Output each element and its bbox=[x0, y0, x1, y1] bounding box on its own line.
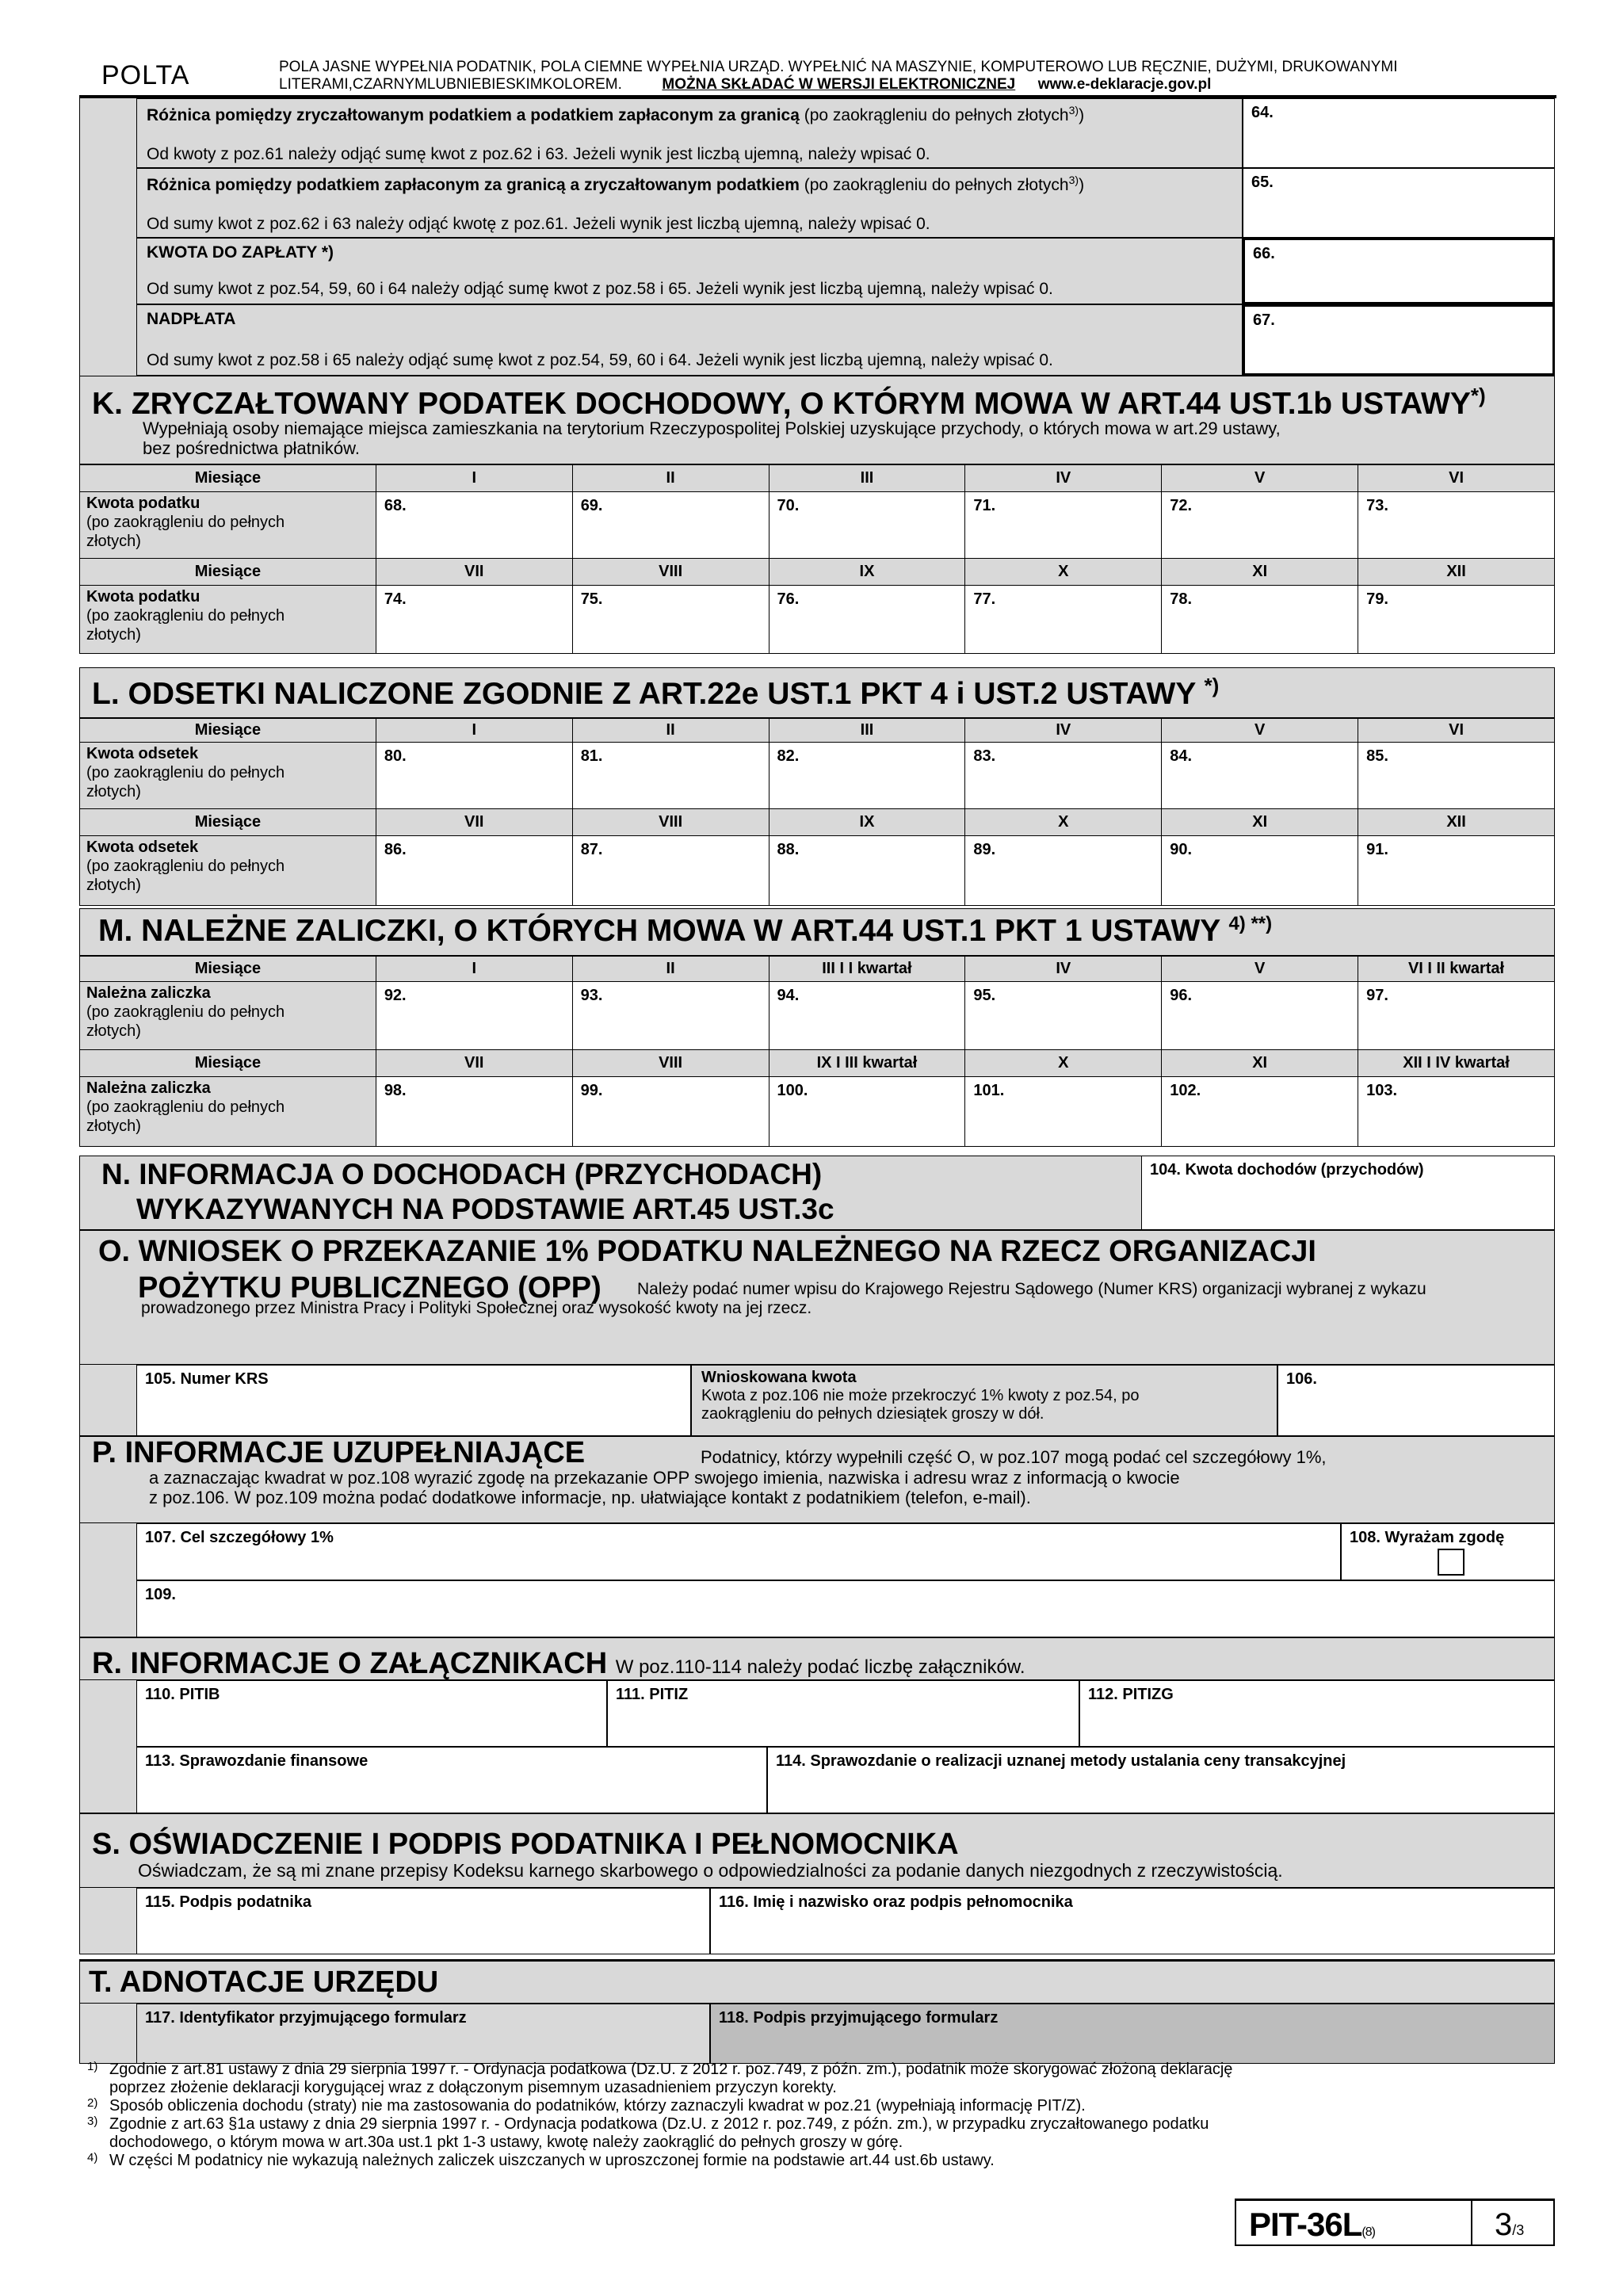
month-header: VII bbox=[376, 1050, 572, 1077]
header-note-electronic: MOŻNA SKŁADAĆ W WERSJI ELEKTRONICZNEJ bbox=[662, 76, 1016, 93]
row-label: Należna zaliczka (po zaokrągleniu do pełnych złotych) bbox=[80, 1077, 376, 1147]
row-label: Kwota odsetek (po zaokrągleniu do pełnych złotych) bbox=[80, 743, 376, 809]
field-70[interactable]: 70. bbox=[769, 492, 965, 559]
field-96[interactable]: 96. bbox=[1162, 982, 1358, 1050]
form-name: PIT-36L(8) bbox=[1249, 2206, 1375, 2243]
month-header: X bbox=[965, 809, 1162, 836]
field-112-pitizg[interactable]: 112. PITIZG bbox=[1079, 1680, 1555, 1747]
header-note-line1: POLA JASNE WYPEŁNIA PODATNIK, POLA CIEMNE WYPEŁNIA URZĄD. WYPEŁNIĆ NA MASZYNIE, KOMPUTEROWO LUB RĘCZNIE, DUŻYMI, DRUKOWANYMI bbox=[279, 59, 1398, 75]
month-header: IX bbox=[769, 809, 965, 836]
field-80[interactable]: 80. bbox=[376, 743, 572, 809]
top-row-65 bbox=[136, 168, 1243, 238]
months-label: Miesiące bbox=[80, 559, 376, 586]
field-106-amount[interactable]: 106. bbox=[1277, 1365, 1555, 1436]
month-header: VIII bbox=[572, 1050, 769, 1077]
month-header: III bbox=[769, 465, 965, 492]
top-row-66 bbox=[136, 238, 1243, 304]
field-94[interactable]: 94. bbox=[769, 982, 965, 1050]
month-header: II bbox=[572, 719, 769, 743]
row-label: Kwota podatku (po zaokrągleniu do pełnych złotych) bbox=[80, 492, 376, 559]
field-92[interactable]: 92. bbox=[376, 982, 572, 1050]
row65-desc: Od sumy kwot z poz.62 i 63 należy odjąć kwotę z poz.61. Jeżeli wynik jest liczbą ujemną, należy wpisać 0. bbox=[147, 215, 930, 233]
field-104[interactable]: 104. Kwota dochodów (przychodów) bbox=[1141, 1156, 1555, 1230]
months-label: Miesiące bbox=[80, 1050, 376, 1077]
months-label: Miesiące bbox=[80, 957, 376, 982]
month-header: V bbox=[1162, 465, 1358, 492]
page-number: 3/3 bbox=[1495, 2207, 1525, 2242]
footnote-2: 2) Sposób obliczenia dochodu (straty) nie ma zastosowania do podatników, którzy zaznaczyli kwadrat w poz.21 (wypełniają informację PIT/Z). bbox=[87, 2096, 1086, 2115]
row67-desc: Od sumy kwot z poz.58 i 65 należy odjąć sumę kwot z poz.54, 59, 60 i 64. Jeżeli wynik jest liczbą ujemną, należy wpisać 0. bbox=[147, 351, 1053, 369]
field-64[interactable]: 64. bbox=[1243, 98, 1555, 168]
section-p-instructions: Podatnicy, którzy wypełnili część O, w poz.107 mogą podać cel szczegółowy 1%, bbox=[701, 1447, 1327, 1467]
footnote-3: 3) Zgodnie z art.63 §1a ustawy z dnia 29 sierpnia 1997 r. - Ordynacja podatkowa (Dz.U. z 2012 r. poz.749, z późn. zm.), w przypadku zryczałtowanego podatku dochodowego, o którym mowa w art.30a ust.1 pkt 1-3 ustawy, kwotę należy zaokrąglić do pełnych groszy w górę. bbox=[87, 2115, 1209, 2151]
field-65[interactable]: 65. bbox=[1243, 168, 1555, 238]
month-header: VI I II kwartał bbox=[1358, 957, 1555, 982]
field-91[interactable]: 91. bbox=[1358, 836, 1555, 906]
field-67[interactable]: 67. bbox=[1243, 304, 1555, 376]
months-label: Miesiące bbox=[80, 809, 376, 836]
field-88[interactable]: 88. bbox=[769, 836, 965, 906]
header-note-line2 bbox=[279, 76, 1547, 94]
row65-close: ) bbox=[1079, 176, 1085, 194]
row64-title: Różnica pomiędzy zryczałtowanym podatkiem a podatkiem zapłaconym za granicą bbox=[147, 106, 800, 124]
field-83[interactable]: 83. bbox=[965, 743, 1162, 809]
field-113-financial-report[interactable]: 113. Sprawozdanie finansowe bbox=[136, 1747, 767, 1813]
field-99[interactable]: 99. bbox=[572, 1077, 769, 1147]
field-81[interactable]: 81. bbox=[572, 743, 769, 809]
row65-title-rest: (po zaokrągleniu do pełnych złotych bbox=[799, 176, 1069, 194]
month-header: IV bbox=[965, 465, 1162, 492]
month-header: X bbox=[965, 559, 1162, 586]
field-73[interactable]: 73. bbox=[1358, 492, 1555, 559]
month-header: IX bbox=[769, 559, 965, 586]
field-kwota-label: Wnioskowana kwota Kwota z poz.106 nie może przekroczyć 1% kwoty z poz.54, po zaokrągleniu do pełnych dziesiątek groszy w dół. bbox=[691, 1365, 1277, 1436]
section-k-title: K. ZRYCZAŁTOWANY PODATEK DOCHODOWY, O KTÓRYM MOWA W ART.44 UST.1b USTAWY*) bbox=[92, 384, 1486, 421]
header-note-colour: LITERAMI,CZARNYMLUBNIEBIESKIMKOLOREM. bbox=[279, 76, 622, 93]
field-115-signature[interactable]: 115. Podpis podatnika bbox=[136, 1888, 710, 1954]
header-instructions bbox=[279, 59, 1547, 94]
section-t-title: T. ADNOTACJE URZĘDU bbox=[89, 1966, 439, 1999]
section-o-margin bbox=[79, 1365, 136, 1436]
month-header: III I I kwartał bbox=[769, 957, 965, 982]
field-86[interactable]: 86. bbox=[376, 836, 572, 906]
month-header: XI bbox=[1162, 559, 1358, 586]
month-header: VII bbox=[376, 809, 572, 836]
months-label: Miesiące bbox=[80, 465, 376, 492]
field-71[interactable]: 71. bbox=[965, 492, 1162, 559]
field-93[interactable]: 93. bbox=[572, 982, 769, 1050]
section-p-instructions-2: a zaznaczając kwadrat w poz.108 wyrazić zgodę na przekazanie OPP swojego imienia, nazwiska i adresu wraz z informacją o kwocie z poz.106. W poz.109 można podać dodatkowe informacje, np. ułatwiające kontakt z podatnikiem (telefon, e-mail). bbox=[149, 1468, 1180, 1507]
field-111-pitiz[interactable]: 111. PITIZ bbox=[607, 1680, 1079, 1747]
field-116-proxy-signature[interactable]: 116. Imię i nazwisko oraz podpis pełnomocnika bbox=[710, 1888, 1555, 1954]
month-header: VIII bbox=[572, 809, 769, 836]
footer-divider bbox=[1471, 2201, 1472, 2245]
field-107-goal[interactable]: 107. Cel szczegółowy 1% bbox=[136, 1523, 1341, 1580]
field-105-krs[interactable]: 105. Numer KRS bbox=[136, 1365, 691, 1436]
field-78[interactable]: 78. bbox=[1162, 586, 1358, 654]
row67-title: NADPŁATA bbox=[147, 310, 236, 328]
section-l-table bbox=[79, 718, 1555, 906]
section-p-title: P. INFORMACJE UZUPEŁNIAJĄCE bbox=[92, 1436, 586, 1469]
field-89[interactable]: 89. bbox=[965, 836, 1162, 906]
field-108-consent: 108. Wyrażam zgodę bbox=[1341, 1523, 1555, 1580]
section-o-instructions-2: prowadzonego przez Ministra Pracy i Polityki Społecznej oraz wysokość kwoty na jej rzecz. bbox=[141, 1299, 812, 1317]
field-85[interactable]: 85. bbox=[1358, 743, 1555, 809]
field-69[interactable]: 69. bbox=[572, 492, 769, 559]
month-header: XII I IV kwartał bbox=[1358, 1050, 1555, 1077]
month-header: IV bbox=[965, 719, 1162, 743]
field-103[interactable]: 103. bbox=[1358, 1077, 1555, 1147]
header-note-url[interactable]: www.e-deklaracje.gov.pl bbox=[1037, 76, 1212, 93]
field-109-info[interactable]: 109. bbox=[136, 1580, 1555, 1637]
month-header: VII bbox=[376, 559, 572, 586]
month-header: V bbox=[1162, 719, 1358, 743]
month-header: XI bbox=[1162, 1050, 1358, 1077]
footnote-1: 1) Zgodnie z art.81 ustawy z dnia 29 sierpnia 1997 r. - Ordynacja podatkowa (Dz.U. z 2012 r. poz.749, z późn. zm.), podatnik może skorygować złożoną deklarację poprzez złożenie deklaracji korygującej wraz z dołączonym pisemnym uzasadnieniem przyczyn korekty. bbox=[87, 2060, 1233, 2096]
month-header: VI bbox=[1358, 719, 1555, 743]
field-98[interactable]: 98. bbox=[376, 1077, 572, 1147]
month-header: XII bbox=[1358, 809, 1555, 836]
footnotes bbox=[79, 2061, 1553, 2170]
field-84[interactable]: 84. bbox=[1162, 743, 1358, 809]
section-o-title: O. WNIOSEK O PRZEKAZANIE 1% PODATKU NALEŻNEGO NA RZECZ ORGANIZACJI POŻYTKU PUBLICZNEGO (OPP) bbox=[98, 1235, 1316, 1305]
field-100[interactable]: 100. bbox=[769, 1077, 965, 1147]
month-header: II bbox=[572, 465, 769, 492]
form-code-polta: POLTA bbox=[101, 60, 190, 90]
month-header: VIII bbox=[572, 559, 769, 586]
month-header: III bbox=[769, 719, 965, 743]
section-k-table bbox=[79, 464, 1555, 654]
field-95[interactable]: 95. bbox=[965, 982, 1162, 1050]
field-117-office-id: 117. Identyfikator przyjmującego formularz bbox=[136, 2004, 710, 2064]
month-header: X bbox=[965, 1050, 1162, 1077]
section-k-subtitle: Wypełniają osoby niemające miejsca zamieszkania na terytorium Rzeczypospolitej Polskiej uzyskujące przychody, o których mowa w art.29 ustawy, bez pośrednictwa płatników. bbox=[143, 418, 1281, 458]
row-label: Kwota podatku (po zaokrągleniu do pełnych złotych) bbox=[80, 586, 376, 654]
section-s-title: S. OŚWIADCZENIE I PODPIS PODATNIKA I PEŁNOMOCNIKA bbox=[92, 1828, 959, 1861]
section-s-statement: Oświadczam, że są mi znane przepisy Kodeksu karnego skarbowego o odpowiedzialności za podanie danych niezgodnych z rzeczywistością. bbox=[138, 1860, 1283, 1881]
row64-sup: 3) bbox=[1068, 104, 1079, 117]
field-72[interactable]: 72. bbox=[1162, 492, 1358, 559]
month-header: II bbox=[572, 957, 769, 982]
field-74[interactable]: 74. bbox=[376, 586, 572, 654]
month-header: V bbox=[1162, 957, 1358, 982]
row66-desc: Od sumy kwot z poz.54, 59, 60 i 64 należy odjąć sumę kwot z poz.58 i 65. Jeżeli wynik jest liczbą ujemną, należy wpisać 0. bbox=[147, 280, 1053, 298]
row65-title: Różnica pomiędzy podatkiem zapłaconym za granicą a zryczałtowanym podatkiem bbox=[147, 176, 800, 194]
section-n-title: N. INFORMACJA O DOCHODACH (PRZYCHODACH) WYKAZYWANYCH NA PODSTAWIE ART.45 UST.3c bbox=[101, 1158, 834, 1225]
field-77[interactable]: 77. bbox=[965, 586, 1162, 654]
footnote-4: 4) W części M podatnicy nie wykazują należnych zaliczek uiszczanych w uproszczonej formie na podstawie art.44 ust.6b ustawy. bbox=[87, 2151, 995, 2169]
field-90[interactable]: 90. bbox=[1162, 836, 1358, 906]
row-label: Kwota odsetek (po zaokrągleniu do pełnych złotych) bbox=[80, 836, 376, 906]
field-101[interactable]: 101. bbox=[965, 1077, 1162, 1147]
row65-sup: 3) bbox=[1068, 174, 1079, 186]
top-rows-left-margin bbox=[79, 98, 136, 376]
month-header: XI bbox=[1162, 809, 1358, 836]
field-82[interactable]: 82. bbox=[769, 743, 965, 809]
section-s-margin bbox=[79, 1888, 136, 1954]
section-t-margin bbox=[79, 2004, 136, 2064]
field-79[interactable]: 79. bbox=[1358, 586, 1555, 654]
field-110-pitib[interactable]: 110. PITIB bbox=[136, 1680, 607, 1747]
row64-close: ) bbox=[1079, 106, 1085, 124]
section-r-title: R. INFORMACJE O ZAŁĄCZNIKACH W poz.110-114 należy podać liczbę załączników. bbox=[92, 1647, 1025, 1680]
row64-desc: Od kwoty z poz.61 należy odjąć sumę kwot z poz.62 i 63. Jeżeli wynik jest liczbą ujemną, należy wpisać 0. bbox=[147, 145, 930, 163]
consent-checkbox[interactable] bbox=[1438, 1549, 1465, 1576]
field-66[interactable]: 66. bbox=[1243, 238, 1555, 304]
top-row-64 bbox=[136, 98, 1243, 168]
field-76[interactable]: 76. bbox=[769, 586, 965, 654]
row-label: Należna zaliczka (po zaokrągleniu do pełnych złotych) bbox=[80, 982, 376, 1050]
row64-title-rest: (po zaokrągleniu do pełnych złotych bbox=[799, 106, 1069, 124]
section-m-table bbox=[79, 956, 1555, 1147]
section-p-margin bbox=[79, 1523, 136, 1637]
form-footer bbox=[1235, 2199, 1555, 2246]
field-114-pricing-report[interactable]: 114. Sprawozdanie o realizacji uznanej metody ustalania ceny transakcyjnej bbox=[767, 1747, 1555, 1813]
field-68[interactable]: 68. bbox=[376, 492, 572, 559]
field-75[interactable]: 75. bbox=[572, 586, 769, 654]
month-header: IX I III kwartał bbox=[769, 1050, 965, 1077]
month-header: VI bbox=[1358, 465, 1555, 492]
field-118-office-signature: 118. Podpis przyjmującego formularz bbox=[710, 2004, 1555, 2064]
section-l-title: L. ODSETKI NALICZONE ZGODNIE Z ART.22e UST.1 PKT 4 i UST.2 USTAWY *) bbox=[92, 674, 1220, 711]
section-r-margin bbox=[79, 1680, 136, 1813]
month-header: I bbox=[376, 719, 572, 743]
field-102[interactable]: 102. bbox=[1162, 1077, 1358, 1147]
month-header: I bbox=[376, 465, 572, 492]
month-header: XII bbox=[1358, 559, 1555, 586]
field-87[interactable]: 87. bbox=[572, 836, 769, 906]
month-header: IV bbox=[965, 957, 1162, 982]
section-m-title: M. NALEŻNE ZALICZKI, O KTÓRYCH MOWA W ART.44 UST.1 PKT 1 USTAWY $^{4) **)}$ bbox=[98, 913, 1273, 948]
month-header: I bbox=[376, 957, 572, 982]
section-o-instructions: Należy podać numer wpisu do Krajowego Rejestru Sądowego (Numer KRS) organizacji wybranej z wykazu bbox=[637, 1280, 1426, 1298]
top-row-67 bbox=[136, 304, 1243, 376]
row66-title: KWOTA DO ZAPŁATY *) bbox=[147, 243, 334, 262]
field-97[interactable]: 97. bbox=[1358, 982, 1555, 1050]
months-label: Miesiące bbox=[80, 719, 376, 743]
